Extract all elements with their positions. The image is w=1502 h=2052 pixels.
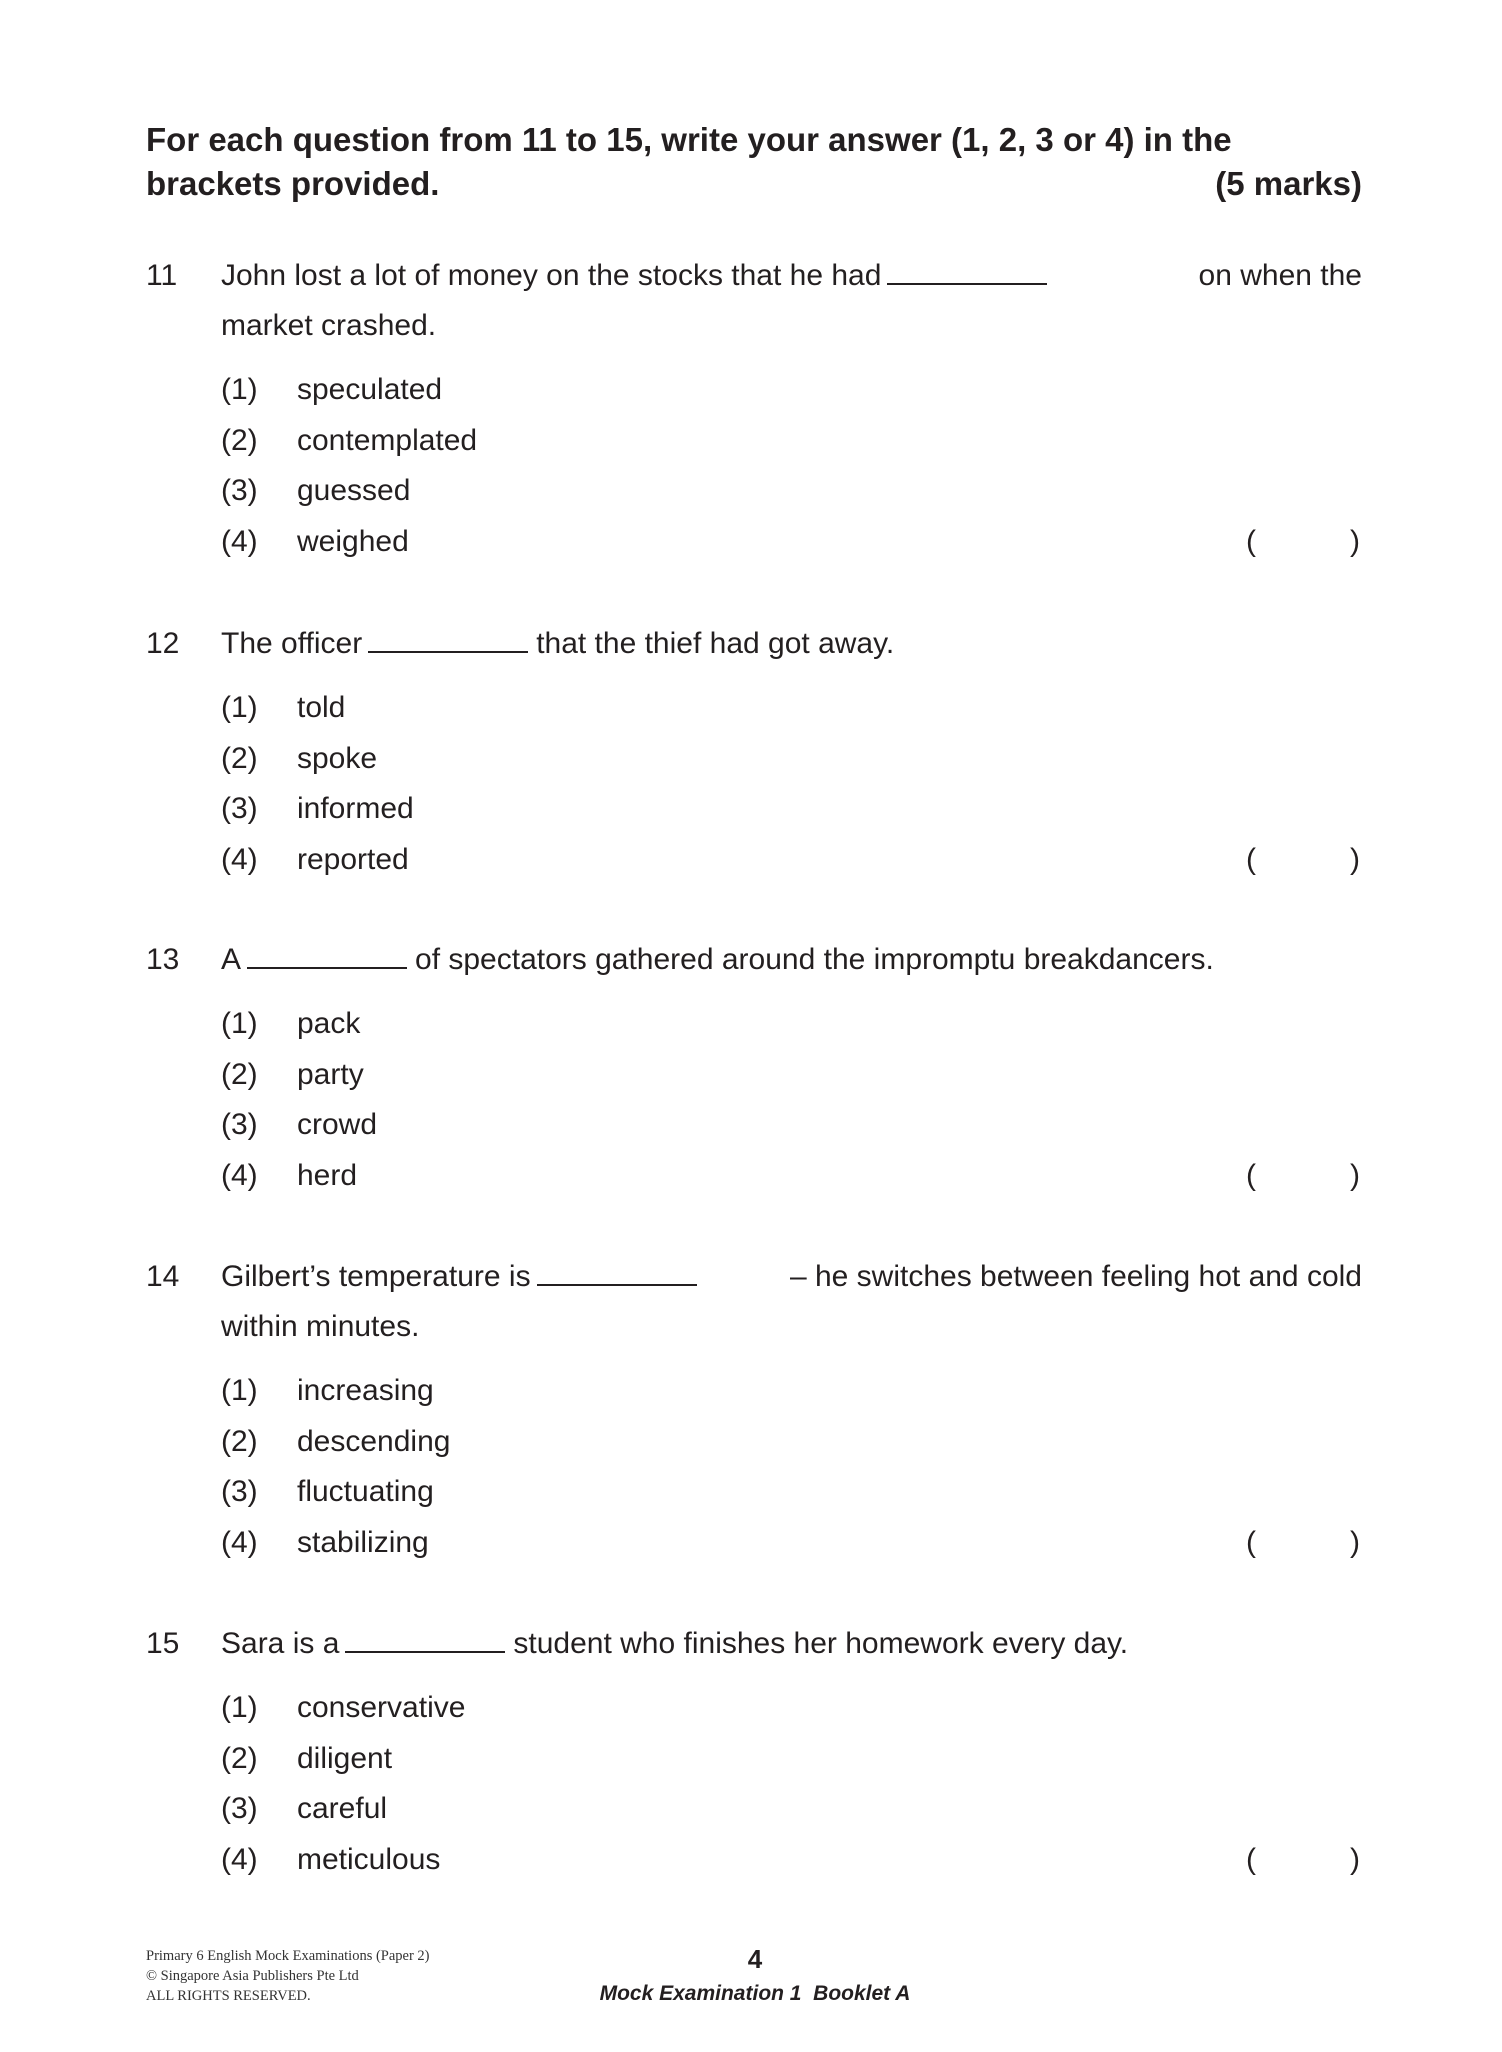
instructions-line1: For each question from 11 to 15, write your answer (1, 2, 3 or 4) in the (146, 121, 1232, 158)
question-stem (221, 1252, 1362, 1302)
stem-before: Sara is a (221, 1627, 340, 1660)
footer-rights: ALL RIGHTS RESERVED. (146, 1988, 311, 2004)
answer-bracket-open[interactable]: ( (1246, 524, 1256, 558)
marks-label: (5 marks) (1215, 165, 1362, 202)
question-number: 12 (146, 627, 180, 660)
option-4 (146, 1835, 1362, 1886)
option-text: told (297, 691, 346, 724)
option-text: careful (297, 1792, 388, 1825)
option-number: (1) (221, 1374, 258, 1407)
answer-blank (887, 253, 1047, 285)
footer-title: Primary 6 English Mock Examinations (Paper 2) (146, 1948, 430, 1964)
option-text: weighed (297, 524, 409, 558)
option-1 (146, 999, 1362, 1050)
answer-bracket-open[interactable]: ( (1246, 1842, 1256, 1876)
option-text: contemplated (297, 423, 478, 457)
stem-after: of spectators gathered around the impromptu breakdancers. (415, 943, 1214, 976)
option-number: (1) (221, 1691, 258, 1724)
stem-after: – he switches between feeling hot and cold (789, 1260, 1362, 1293)
option-number: (3) (221, 792, 258, 825)
stem-after: on when the (1198, 259, 1362, 292)
option-4 (146, 1518, 1362, 1569)
option-number: (4) (221, 1525, 258, 1559)
stem-before: The officer (221, 627, 363, 660)
option-text: stabilizing (297, 1525, 429, 1559)
booklet-label: Mock Examination 1 Booklet A (599, 1982, 911, 2005)
question-11 (146, 251, 1362, 567)
option-number: (4) (221, 842, 258, 876)
option-number: (1) (221, 691, 258, 724)
stem-continuation: market crashed. (221, 309, 437, 342)
option-text: guessed (297, 474, 411, 507)
stem-after: that the thief had got away. (536, 627, 895, 660)
option-1 (146, 365, 1362, 416)
option-3 (146, 1784, 1362, 1835)
option-text: crowd (297, 1108, 378, 1141)
option-text: meticulous (297, 1842, 441, 1876)
option-text: fluctuating (297, 1475, 434, 1508)
option-text: informed (297, 792, 414, 825)
answer-blank (345, 1621, 505, 1653)
option-4 (146, 835, 1362, 886)
question-number: 13 (146, 943, 180, 976)
stem-after: student who finishes her homework every day. (513, 1627, 1129, 1660)
answer-bracket-close[interactable]: ) (1350, 1158, 1360, 1192)
option-3 (146, 1100, 1362, 1151)
answer-bracket-close[interactable]: ) (1350, 1525, 1360, 1559)
stem-before: A (221, 943, 242, 976)
option-4 (146, 1151, 1362, 1202)
option-number: (2) (221, 741, 258, 775)
page-number: 4 (747, 1944, 763, 1974)
instructions (146, 118, 1362, 206)
answer-blank (537, 1254, 697, 1286)
option-text: conservative (297, 1691, 466, 1724)
question-number: 11 (146, 259, 178, 292)
option-3 (146, 784, 1362, 835)
option-text: party (297, 1057, 364, 1091)
option-3 (146, 1467, 1362, 1518)
question-13 (146, 935, 1362, 1201)
option-2 (146, 1050, 1362, 1101)
option-text: diligent (297, 1741, 393, 1775)
question-number: 14 (146, 1260, 180, 1293)
option-2 (146, 1417, 1362, 1468)
answer-blank (247, 937, 407, 969)
option-number: (3) (221, 1475, 258, 1508)
footer-publisher: © Singapore Asia Publishers Pte Ltd (146, 1968, 359, 1984)
stem-before: Gilbert’s temperature is (221, 1260, 531, 1293)
option-text: pack (297, 1007, 361, 1040)
answer-bracket-close[interactable]: ) (1350, 1842, 1360, 1876)
question-stem (221, 1619, 1362, 1669)
option-number: (2) (221, 1424, 258, 1458)
footer-copyright (146, 1946, 430, 2006)
option-number: (1) (221, 373, 258, 406)
option-text: descending (297, 1424, 451, 1458)
option-number: (4) (221, 1158, 258, 1192)
option-text: spoke (297, 741, 378, 775)
answer-bracket-open[interactable]: ( (1246, 1525, 1256, 1559)
option-number: (3) (221, 474, 258, 507)
option-number: (2) (221, 423, 258, 457)
question-stem (221, 935, 1362, 985)
option-2 (146, 734, 1362, 785)
option-number: (4) (221, 524, 258, 558)
option-3 (146, 466, 1362, 517)
option-number: (1) (221, 1007, 258, 1040)
option-text: herd (297, 1158, 358, 1192)
answer-bracket-open[interactable]: ( (1246, 842, 1256, 876)
answer-bracket-close[interactable]: ) (1350, 842, 1360, 876)
option-number: (3) (221, 1108, 258, 1141)
answer-bracket-open[interactable]: ( (1246, 1158, 1256, 1192)
option-2 (146, 416, 1362, 467)
question-number: 15 (146, 1627, 180, 1660)
option-number: (2) (221, 1741, 258, 1775)
option-4 (146, 517, 1362, 568)
instructions-line2: brackets provided. (146, 165, 440, 202)
question-12 (146, 619, 1362, 885)
question-15 (146, 1619, 1362, 1885)
option-1 (146, 1366, 1362, 1417)
option-text: increasing (297, 1374, 434, 1407)
question-14 (146, 1252, 1362, 1568)
option-text: reported (297, 842, 409, 876)
question-stem (221, 251, 1362, 301)
option-number: (3) (221, 1792, 258, 1825)
option-number: (2) (221, 1057, 258, 1091)
option-1 (146, 683, 1362, 734)
answer-bracket-close[interactable]: ) (1350, 524, 1360, 558)
question-stem (221, 619, 1362, 669)
answer-blank (368, 621, 528, 653)
option-1 (146, 1683, 1362, 1734)
option-number: (4) (221, 1842, 258, 1876)
option-2 (146, 1734, 1362, 1785)
option-text: speculated (297, 373, 443, 406)
stem-before: John lost a lot of money on the stocks that he had (221, 259, 882, 292)
stem-continuation: within minutes. (221, 1310, 420, 1343)
